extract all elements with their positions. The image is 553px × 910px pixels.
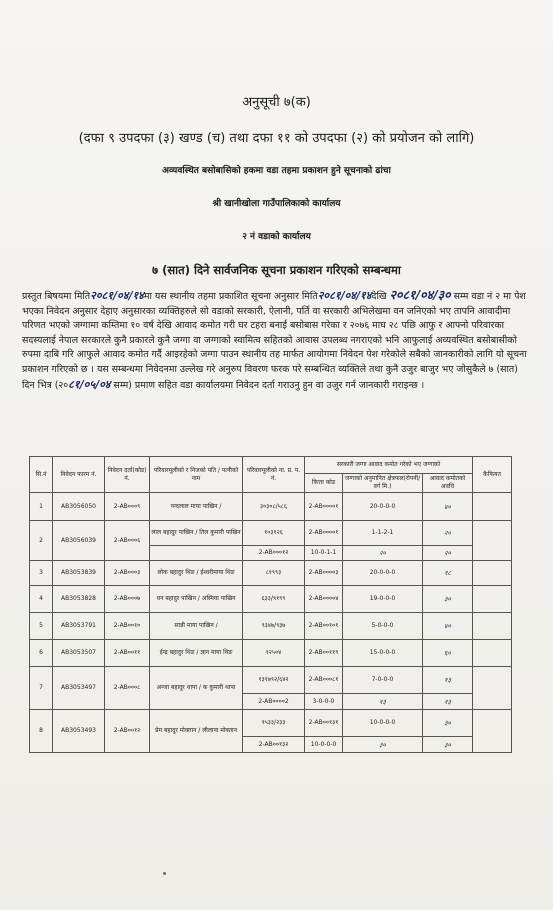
cell-plot-code: 10-0-1-1 xyxy=(305,546,343,561)
table-row xyxy=(30,710,512,737)
cell-years: १८ xyxy=(423,561,473,586)
cell-app-no: AB3053497 xyxy=(53,667,105,710)
cell-area: 1-1-2-1 xyxy=(343,521,423,546)
cell-app-no: AB3053493 xyxy=(53,710,105,753)
notice-title: ७ (सात) दिने सार्वजनिक सूचना प्रकाशन गरिएको सम्बन्धमा xyxy=(152,263,401,277)
header-family: परिवारमूलीको र निजको पति / पत्नीको नाम xyxy=(150,457,243,493)
cell-app-no: AB3053839 xyxy=(53,561,105,586)
cell-sn: 4 xyxy=(30,586,53,613)
cell-area: 20-0-0-0 xyxy=(343,561,423,586)
header-area: जग्गाको अनुमानित क्षेत्रफल(रोपनी/वर्ग मि.) xyxy=(343,474,423,493)
cell-citizenship: १३१७९२/६४२ xyxy=(243,667,305,694)
cell-citizenship: १५३३/२३३ xyxy=(243,710,305,737)
cell-plot-code: 2-AB०००८१ xyxy=(305,667,343,694)
cell-sn: 5 xyxy=(30,613,53,640)
ward-office: २ नं वडाको कार्यालय xyxy=(242,232,311,242)
cell-family: सान्नी माया पाखिन / xyxy=(150,613,243,640)
cell-area: 7-0-0-0 xyxy=(343,667,423,694)
cell-remarks xyxy=(473,667,512,710)
cell-area: 20-0-0-0 xyxy=(343,493,423,521)
cell-family: अन्जा बहादुर थापा / क कुमारी थापा xyxy=(150,667,243,710)
cell-years: ४० xyxy=(423,613,473,640)
office-name: श्री खानीखोला गाउँपालिकाको कार्यालय xyxy=(212,199,341,209)
cell-family: नन्दलाल माया पाखिन / xyxy=(150,493,243,521)
cell-sn: 6 xyxy=(30,640,53,667)
header-remarks: कैफियत xyxy=(473,457,512,493)
cell-app-no: AB3053828 xyxy=(53,586,105,613)
cell-sn: 3 xyxy=(30,561,53,586)
header-years: आवाद कमोतको अवधि xyxy=(423,474,473,493)
header-reg-no: निवेदन दर्ता(कोड) नं. xyxy=(105,457,150,493)
body-text-2: मा यस स्थानीय तहमा प्रकाशित सूचना अनुसार मिति xyxy=(143,291,318,302)
cell-area: 5-0-0-0 xyxy=(343,613,423,640)
cell-family: ईन्द्र बहादुर थिङ / ज्ञान माया थिङ xyxy=(150,640,243,667)
cell-reg-no: 2-AB०००९ xyxy=(105,493,150,521)
cell-plot-code: 10-0-0-0 xyxy=(305,737,343,753)
cell-area: ३० xyxy=(343,737,423,753)
cell-family: प्रेम बहादुर मोक्तान / लीलाना मोक्तान xyxy=(150,710,243,753)
table-row xyxy=(30,493,512,521)
cell-app-no: AB3056039 xyxy=(53,521,105,561)
handwritten-date-3: २०८१/०४/३० xyxy=(389,287,451,302)
table-row xyxy=(30,613,512,640)
cell-years: २० xyxy=(423,546,473,561)
cell-area: २० xyxy=(343,546,423,561)
cell-app-no: AB3056050 xyxy=(53,493,105,521)
header-citizenship: परिवारमूलीको ना. प्र. प. नं. xyxy=(243,457,305,493)
cell-years: २० xyxy=(423,521,473,546)
clause-heading: (दफा ९ उपदफा (३) खण्ड (च) तथा दफा ११ को उपदफा (२) को प्रयोजन को लागि) xyxy=(78,131,475,146)
body-text-1: प्रस्तुत बिषयमा मिति xyxy=(22,291,91,302)
cell-area: 10-0-0-0 xyxy=(343,710,423,737)
cell-reg-no: 2-AB०००६ xyxy=(105,521,150,561)
cell-reg-no: 2-AB००११ xyxy=(105,640,150,667)
table-row xyxy=(30,561,512,586)
cell-sn: 2 xyxy=(30,521,53,561)
cell-sn: 8 xyxy=(30,710,53,753)
cell-code: 2-AB००००2 xyxy=(243,694,305,710)
paper-speck xyxy=(163,872,166,875)
cell-years: ३० xyxy=(423,710,473,737)
applicant-table xyxy=(29,456,512,753)
cell-remarks xyxy=(473,613,512,640)
cell-citizenship: ३०३०८/५८६ xyxy=(243,493,305,521)
cell-plot-code: 2-AB००११९ xyxy=(305,640,343,667)
table-row xyxy=(30,521,512,546)
cell-years: ३० xyxy=(423,586,473,613)
cell-reg-no: 2-AB००१२ xyxy=(105,710,150,753)
cell-years: ६० xyxy=(423,640,473,667)
handwritten-date-4: ८१/०५/०४ xyxy=(68,377,111,391)
cell-family: धन बहादुर पाखिन / अस्मिया पाखिन xyxy=(150,586,243,613)
cell-family: लाल बहादुर पाखिन / तिल कुमारी पाखिन xyxy=(150,521,243,546)
cell-reg-no: 2-AB०००८ xyxy=(105,667,150,710)
cell-remarks xyxy=(473,493,512,521)
body-text-3: देखि xyxy=(371,291,387,302)
header-plot-code: कित्ता कोड xyxy=(305,474,343,493)
cell-plot-code: 2-AB००००१ xyxy=(305,493,343,521)
table-row xyxy=(30,640,512,667)
body-text-4: सम्म वडा नं २ मा पेश भएका निवेदन अनुसार देहाए अनुसारका व्यक्तिहरुले सो वडाको सरकारी, ऐलानी, पर्ति वा सरकारी अभिलेखमा वन जनिएको भए तापनि आवादीमा परिणत भएको जग्गामा कम्तिमा १० वर्ष देखि आवाद कमोत गरी घर टहरा बनाई बसोबास गरेका र २०७६ माघ २८ पछि आफु र आफ्नो परिवारका सदस्यलाई नेपाल सरकारले कुनै प्रकारले कुनै जग्गा वा जग्गाको स्वामित्व सहितको आवास उपलब्ध नगराएको भनि आफुलाई अव्यवस्थित बसोबासीको रुपमा दाबि गरि आफुले आवाद कमोत गर्दै आइरहेको जग्गा पाउन स्थानीय तह मार्फत आयोगमा निवेदन पेश गरेकोले सबैको जानकारीको लागि यो सूचना प्रकाशन गरिएको छ । यस सम्बन्धमा निवेदनमा उल्लेख गरे अनुरुप विवरण फरक परे सम्बन्धित व्यक्तिले तथा कुनै उजुर बाजुर भए जोसुकैले ७ (सात) दिन भित्र (२० xyxy=(22,291,527,391)
handwritten-date-2: २०८१/०४/१४ xyxy=(317,289,372,302)
cell-family: लोक बहादुर थिङ / ईश्वरीमाया थिङ xyxy=(150,561,243,586)
cell-plot-code: 2-AB००१०१ xyxy=(305,613,343,640)
cell-plot-code: 2-AB००००४ xyxy=(305,586,343,613)
header-app-no: निवेदन फारम नं. xyxy=(53,457,105,493)
cell-years: १३ xyxy=(423,694,473,710)
cell-citizenship: ९३४७/९३७ xyxy=(243,613,305,640)
cell-reg-no: 2-AB००१० xyxy=(105,613,150,640)
cell-code: 2-AB००१३२ xyxy=(243,737,305,753)
cell-sn: 1 xyxy=(30,493,53,521)
cell-plot-code: 2-AB००१३१ xyxy=(305,710,343,737)
cell-reg-no: 2-AB०००७ xyxy=(105,586,150,613)
cell-app-no: AB3053507 xyxy=(53,640,105,667)
cell-citizenship: ६३३/९१९९ xyxy=(243,586,305,613)
cell-area: 19-0-0-0 xyxy=(343,586,423,613)
format-subtitle: अव्यवस्थित बसोबासिको हकमा वडा तहमा प्रकाशन हुने सूचनाको ढांचा xyxy=(162,166,391,176)
cell-reg-no: 2-AB०००३ xyxy=(105,561,150,586)
cell-app-no: AB3053791 xyxy=(53,613,105,640)
cell-remarks xyxy=(473,561,512,586)
cell-remarks xyxy=(473,640,512,667)
cell-code: 2-AB०००१२ xyxy=(243,546,305,561)
header-sn: सि.नं xyxy=(30,457,53,493)
cell-citizenship: ८१९९३ xyxy=(243,561,305,586)
cell-citizenship: १०३१२६ xyxy=(243,521,305,546)
cell-extra-code xyxy=(150,546,243,561)
handwritten-date-1: २०८१/०४/१४ xyxy=(90,289,144,302)
notice-body xyxy=(22,288,532,393)
cell-plot-code: 3-0-0-0 xyxy=(305,694,343,710)
cell-citizenship: १२५०४ xyxy=(243,640,305,667)
cell-years: १३ xyxy=(423,667,473,694)
cell-remarks xyxy=(473,586,512,613)
cell-plot-code: 2-AB००००३ xyxy=(305,561,343,586)
schedule-heading: अनुसूची ७(क) xyxy=(242,95,311,110)
header-land-group: सरकारी जग्गा आवाद कमोत गरेको भए जग्गाको xyxy=(305,457,473,474)
cell-area: 15-0-0-0 xyxy=(343,640,423,667)
cell-area: १३ xyxy=(343,694,423,710)
cell-plot-code: 2-AB००००१ xyxy=(305,521,343,546)
cell-years: ३० xyxy=(423,737,473,753)
table-row xyxy=(30,667,512,694)
cell-years: ४० xyxy=(423,493,473,521)
cell-remarks xyxy=(473,710,512,753)
body-text-5: सम्म) प्रमाण सहित वडा कार्यालयमा निवेदन दर्ता गराउनु हुन वा उजुर गर्न जानकारी गराइन्छ । xyxy=(113,379,425,391)
cell-sn: 7 xyxy=(30,667,53,710)
table-row xyxy=(30,586,512,613)
cell-remarks xyxy=(473,521,512,561)
